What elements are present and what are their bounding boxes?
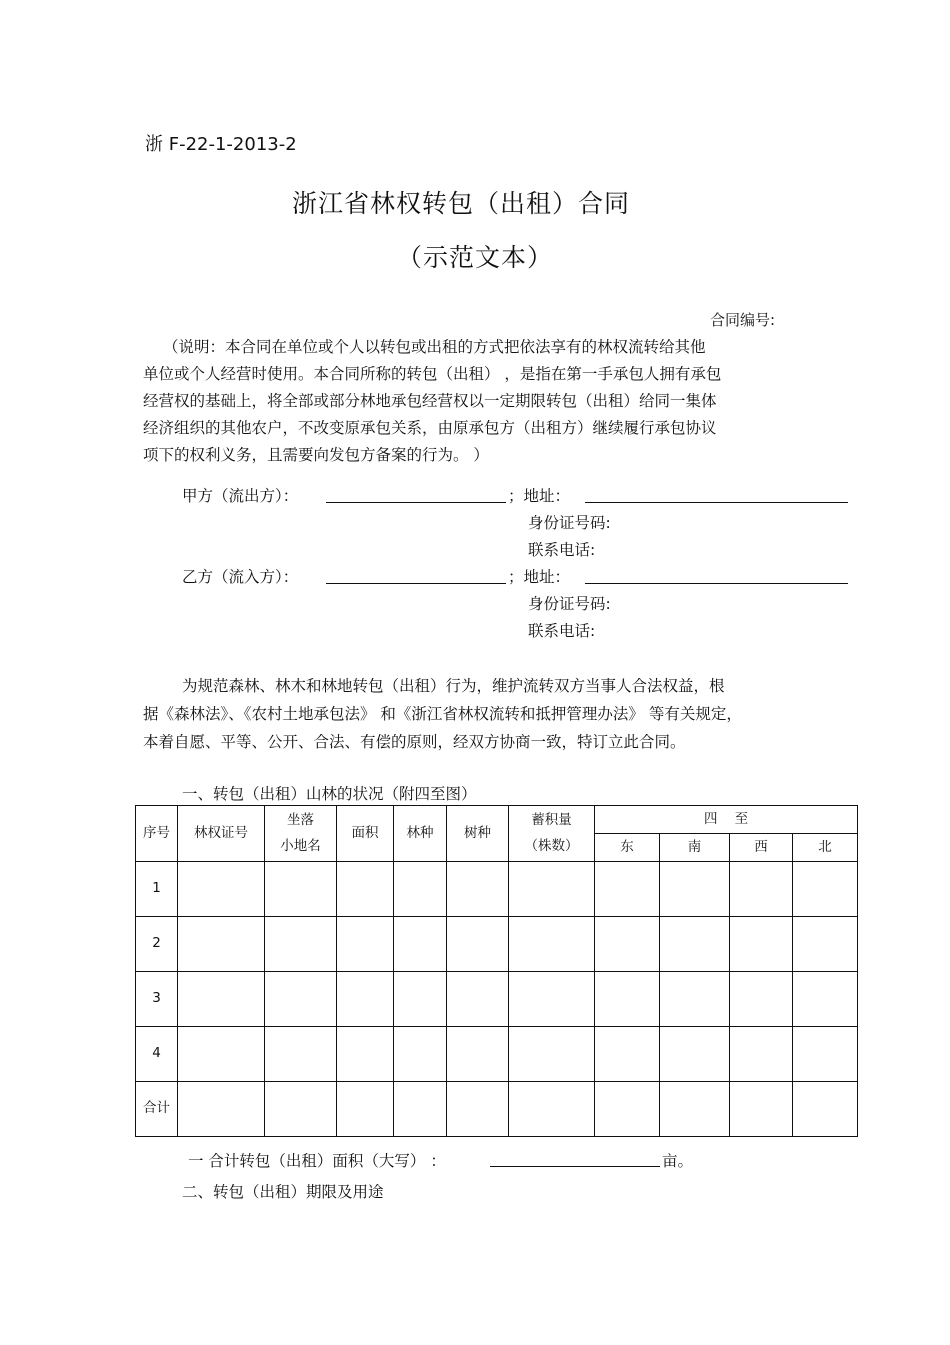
header-stock	[509, 806, 595, 862]
party-a-address-field[interactable]	[585, 502, 848, 503]
section-2-heading: 二、转包（出租）期限及用途	[182, 1183, 384, 1201]
note-line-5: 项下的权利义务，且需要向发包方备案的行为。 ）	[143, 446, 489, 464]
cell[interactable]	[730, 862, 793, 917]
party-a-name-field[interactable]	[326, 502, 506, 503]
party-b-id-label: 身份证号码:	[528, 595, 611, 613]
table-row	[136, 862, 858, 917]
cell[interactable]	[509, 1027, 595, 1082]
cell[interactable]	[793, 1027, 858, 1082]
party-a-label: 甲方（流出方）：	[182, 487, 299, 505]
cell[interactable]	[730, 917, 793, 972]
cell[interactable]	[394, 1082, 447, 1137]
section-1-heading: 一、转包（出租）山林的状况（附四至图）	[182, 785, 477, 803]
header-area: 面积	[337, 806, 394, 862]
party-b-name-field[interactable]	[326, 583, 506, 584]
row-seq: 4	[136, 1027, 178, 1082]
cell[interactable]	[595, 917, 660, 972]
cell[interactable]	[509, 972, 595, 1027]
preamble-line-3: 本着自愿、平等、公开、合法、有偿的原则，经双方协商一致，特订立此合同。	[143, 733, 686, 751]
cell[interactable]	[178, 1027, 265, 1082]
party-b-address-field[interactable]	[585, 583, 848, 584]
cell[interactable]	[265, 917, 337, 972]
cell[interactable]	[447, 1082, 509, 1137]
cell[interactable]	[394, 1027, 447, 1082]
cell[interactable]	[394, 862, 447, 917]
row-seq: 2	[136, 917, 178, 972]
note-line-4: 经济组织的其他农户，不改变原承包关系，由原承包方（出租方）继续履行承包协议	[143, 419, 717, 437]
cell[interactable]	[793, 917, 858, 972]
party-a-phone-label: 联系电话:	[528, 541, 596, 559]
cell[interactable]	[394, 917, 447, 972]
preamble-line-2: 据《森林法》、《农村土地承包法》 和《浙江省林权流转和抵押管理办法》 等有关规定，	[143, 705, 742, 723]
cell[interactable]	[660, 917, 730, 972]
cell[interactable]	[447, 972, 509, 1027]
party-a-id-label: 身份证号码:	[528, 514, 611, 532]
header-seq: 序号	[136, 806, 178, 862]
party-b-label: 乙方（流入方）：	[182, 568, 299, 586]
header-boundary: 四 至	[595, 806, 858, 834]
note-line-2: 单位或个人经营时使用。本合同所称的转包（出租） ，是指在第一手承包人拥有承包	[143, 365, 722, 383]
header-stock-line1: 蓄积量	[531, 811, 572, 828]
party-b-address-label: ；地址：	[508, 568, 571, 586]
cell[interactable]	[660, 1082, 730, 1137]
cell[interactable]	[178, 862, 265, 917]
cell[interactable]	[178, 1082, 265, 1137]
row-seq: 1	[136, 862, 178, 917]
document-code: 浙 F-22-1-2013-2	[145, 134, 297, 155]
table-row-total	[136, 1082, 858, 1137]
cell[interactable]	[660, 862, 730, 917]
header-location	[265, 806, 337, 862]
party-a-address-label: ；地址：	[508, 487, 571, 505]
cell[interactable]	[793, 1082, 858, 1137]
cell[interactable]	[337, 972, 394, 1027]
cell[interactable]	[730, 1082, 793, 1137]
total-area-unit: 亩。	[662, 1152, 694, 1170]
cell[interactable]	[447, 917, 509, 972]
header-east: 东	[595, 834, 660, 862]
cell[interactable]	[509, 1082, 595, 1137]
total-area-field[interactable]	[490, 1166, 660, 1167]
cell[interactable]	[178, 972, 265, 1027]
cell[interactable]	[337, 1082, 394, 1137]
note-line-1: （说明：本合同在单位或个人以转包或出租的方式把依法享有的林权流转给其他	[163, 338, 706, 356]
note-line-3: 经营权的基础上，将全部或部分林地承包经营权以一定期限转包（出租）给同一集体	[143, 392, 717, 410]
cell[interactable]	[337, 917, 394, 972]
cell[interactable]	[265, 972, 337, 1027]
cell[interactable]	[793, 862, 858, 917]
cell[interactable]	[595, 972, 660, 1027]
cell[interactable]	[265, 1027, 337, 1082]
table-row	[136, 972, 858, 1027]
party-b-phone-label: 联系电话:	[528, 622, 596, 640]
header-tree-type: 树种	[447, 806, 509, 862]
cell[interactable]	[337, 1027, 394, 1082]
header-north: 北	[793, 834, 858, 862]
table-row	[136, 917, 858, 972]
forest-status-table	[135, 805, 858, 1137]
header-location-line1: 坐落	[287, 811, 314, 828]
cell[interactable]	[394, 972, 447, 1027]
cell[interactable]	[337, 862, 394, 917]
header-south: 南	[660, 834, 730, 862]
cell[interactable]	[595, 1082, 660, 1137]
cell[interactable]	[447, 1027, 509, 1082]
cell[interactable]	[447, 862, 509, 917]
total-area-label: 一 合计转包（出租）面积（大写） ：	[188, 1152, 446, 1170]
cell[interactable]	[793, 972, 858, 1027]
header-west: 西	[730, 834, 793, 862]
cell[interactable]	[265, 1082, 337, 1137]
document-subtitle: （示范文本）	[396, 243, 553, 272]
cell[interactable]	[730, 1027, 793, 1082]
header-location-line2: 小地名	[280, 837, 321, 854]
cell[interactable]	[660, 1027, 730, 1082]
preamble-line-1: 为规范森林、林木和林地转包（出租）行为，维护流转双方当事人合法权益，根	[182, 677, 725, 695]
cell[interactable]	[178, 917, 265, 972]
cell[interactable]	[730, 972, 793, 1027]
contract-number-label: 合同编号:	[710, 311, 776, 329]
cell[interactable]	[595, 1027, 660, 1082]
row-seq: 3	[136, 972, 178, 1027]
header-stock-line2: （株数）	[524, 837, 579, 854]
document-title: 浙江省林权转包（出租）合同	[291, 189, 630, 218]
cell[interactable]	[595, 862, 660, 917]
cell[interactable]	[509, 862, 595, 917]
header-forest-type: 林种	[394, 806, 447, 862]
cell[interactable]	[265, 862, 337, 917]
cell[interactable]	[509, 917, 595, 972]
header-cert-no: 林权证号	[178, 806, 265, 862]
row-total-label: 合计	[136, 1082, 178, 1137]
cell[interactable]	[660, 972, 730, 1027]
table-row	[136, 1027, 858, 1082]
